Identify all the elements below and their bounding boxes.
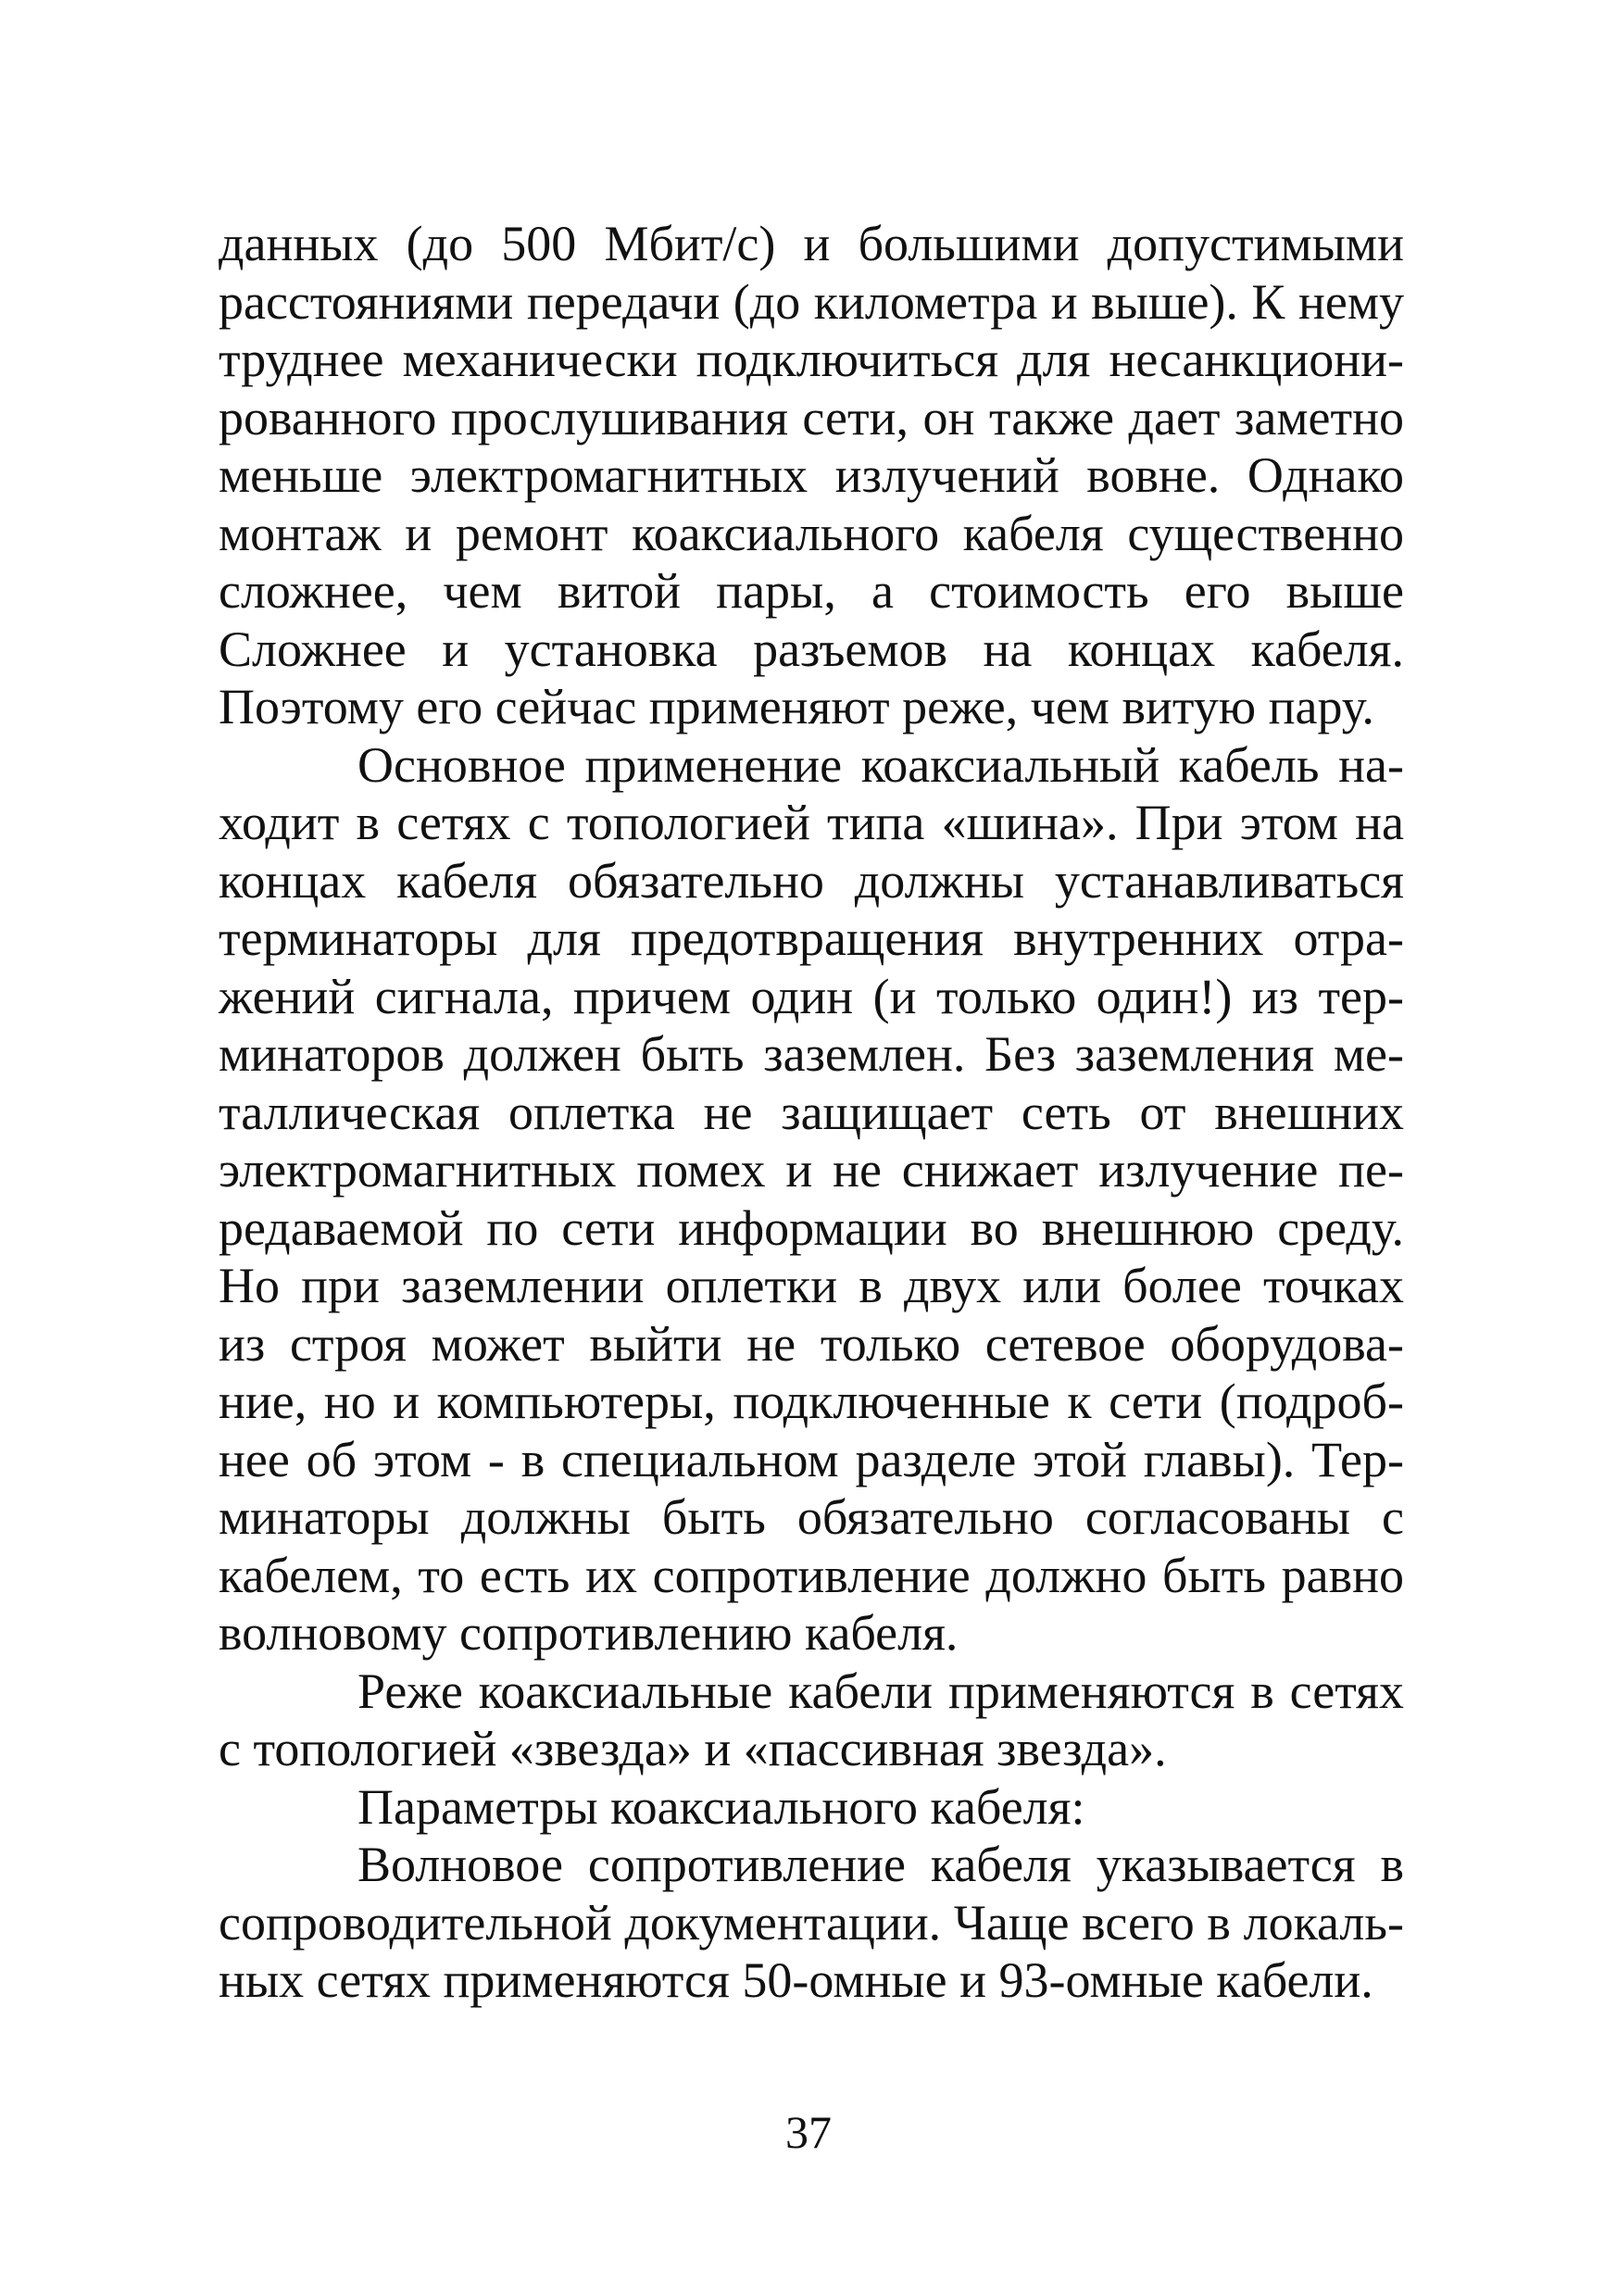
text-line: редаваемой по сети информации во внешнюю среду. bbox=[219, 1199, 1404, 1256]
text-line: Основное применение коаксиальный кабель на- bbox=[357, 736, 1404, 793]
paragraph-4 bbox=[219, 1778, 1404, 1837]
text-line: из строя может выйти не только сетевое оборудова- bbox=[219, 1315, 1404, 1372]
text-line: ние, но и компьютеры, подключенные к сети (подроб- bbox=[219, 1374, 1404, 1429]
text-line: кабелем, то есть их сопротивление должно быть равно bbox=[219, 1547, 1404, 1603]
text-line: труднее механически подключиться для несанкциони- bbox=[219, 332, 1404, 387]
text-line: минаторов должен быть заземлен. Без заземления ме- bbox=[219, 1026, 1404, 1082]
text-line: электромагнитных помех и не снижает излучение пе- bbox=[219, 1142, 1404, 1198]
page-body bbox=[219, 215, 1404, 2010]
text-line: Параметры коаксиального кабеля: bbox=[357, 1778, 1085, 1835]
text-line: концах кабеля обязательно должны устанавливаться bbox=[219, 852, 1404, 909]
paragraph-5 bbox=[219, 1836, 1404, 2010]
text-line: с топологией «звезда» и «пассивная звезда». bbox=[219, 1721, 1167, 1776]
text-line: сложнее, чем витой пары, а стоимость его выше bbox=[219, 563, 1404, 619]
text-line: Реже коаксиальные кабели применяются в сетях bbox=[357, 1662, 1404, 1719]
text-line: терминаторы для предотвращения внутренних отра- bbox=[219, 910, 1404, 966]
text-line: меньше электромагнитных излучений вовне. Однако bbox=[219, 447, 1404, 503]
text-line: таллическая оплетка не защищает сеть от внешних bbox=[219, 1084, 1404, 1140]
text-line: ных сетях применяются 50-омные и 93-омные кабели. bbox=[219, 1952, 1373, 2008]
text-line: жений сигнала, причем один (и только один!) из тер- bbox=[219, 968, 1404, 1024]
text-line: монтаж и ремонт коаксиального кабеля существенно bbox=[219, 505, 1404, 561]
paragraph-3 bbox=[219, 1662, 1404, 1778]
paragraph-2 bbox=[219, 736, 1404, 1662]
text-line: Сложнее и установка разъемов на концах кабеля. bbox=[219, 621, 1404, 677]
text-line: Волновое сопротивление кабеля указывается в bbox=[357, 1837, 1404, 1892]
text-line: расстояниями передачи (до километра и выше). К нему bbox=[219, 273, 1404, 330]
text-line: нее об этом - в специальном разделе этой главы). Тер- bbox=[219, 1431, 1404, 1487]
text-line: ходит в сетях с топологией типа «шина». При этом на bbox=[219, 795, 1404, 850]
paragraph-1 bbox=[219, 215, 1404, 736]
text-line: волновому сопротивлению кабеля. bbox=[219, 1605, 959, 1661]
text-line: данных (до 500 Мбит/с) и большими допустимыми bbox=[219, 216, 1404, 271]
text-line: минаторы должны быть обязательно согласованы с bbox=[219, 1489, 1404, 1545]
page-number: 37 bbox=[785, 2106, 832, 2158]
text-line: сопроводительной документации. Чаще всего в локаль- bbox=[219, 1894, 1404, 1951]
text-line: Поэтому его сейчас применяют реже, чем витую пару. bbox=[219, 679, 1374, 734]
text-line: рованного прослушивания сети, он также дает заметно bbox=[219, 389, 1404, 445]
text-line: Но при заземлении оплетки в двух или более точках bbox=[219, 1258, 1404, 1313]
